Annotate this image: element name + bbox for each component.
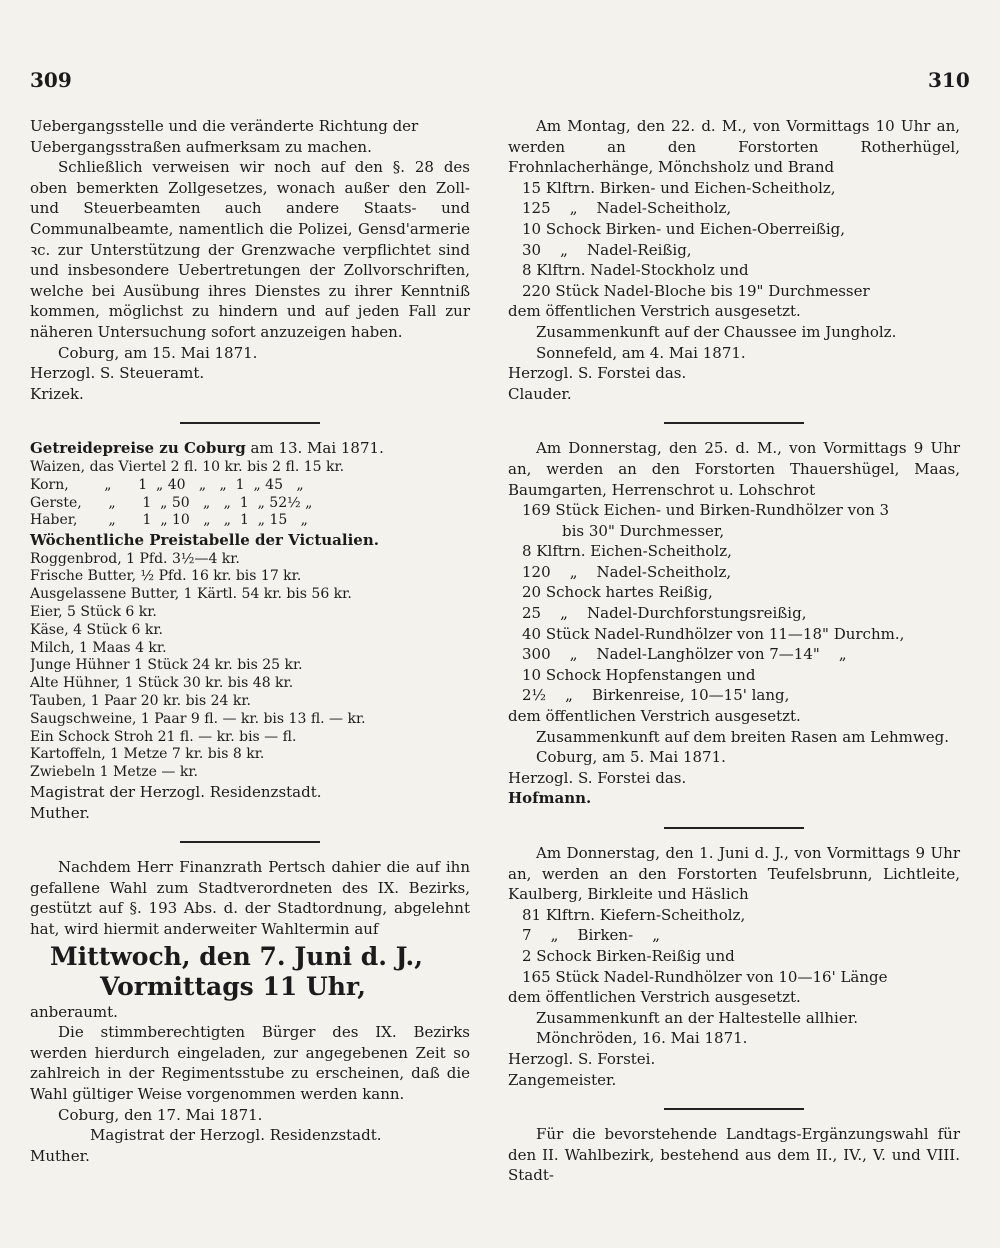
auction-intro: Am Montag, den 22. d. M., von Vormittags 10 Uhr an, werden an den Forstorten Rotherhügel, Frohnlacherhänge, Mönchsholz und Brand xyxy=(508,117,960,177)
list-item: 2½ „ Birkenreise, 10—15' lang, xyxy=(522,686,790,705)
list-item: 125 „ Nadel-Scheitholz, xyxy=(522,199,732,218)
list-item: 81 Klftrn. Kiefern-Scheitholz, xyxy=(522,905,746,924)
list-item: Alte Hühner, 1 Stück 30 kr. bis 48 kr. xyxy=(30,675,294,692)
list-item: Käse, 4 Stück 6 kr. xyxy=(30,621,163,638)
list-item: 8 Klftrn. Eichen-Scheitholz, xyxy=(522,542,732,561)
wood-list xyxy=(508,178,960,302)
list-item: Saugschweine, 1 Paar 9 fl. — kr. bis 13 fl. — kr. xyxy=(30,710,366,727)
list-item: Kartoffeln, 1 Metze 7 kr. bis 8 kr. xyxy=(30,746,265,763)
date-line: Sonnefeld, am 4. Mai 1871. xyxy=(536,343,746,362)
list-item: 220 Stück Nadel-Bloche bis 19" Durchmesser xyxy=(522,281,870,300)
table-row: Korn, „ 1 „ 40 „ „ 1 „ 45 „ xyxy=(30,476,304,493)
date-line: Coburg, am 5. Mai 1871. xyxy=(536,748,726,767)
office-signature: Magistrat der Herzogl. Residenzstadt. xyxy=(90,1126,382,1145)
list-item: 169 Stück Eichen- und Birken-Rundhölzer von 3 xyxy=(522,501,890,520)
auction-intro: Am Donnerstag, den 25. d. M., von Vormittags 9 Uhr an, werden an den Forstorten Thauershügel, Maas, Baumgarten, Herrenschrot u. Lohschrot xyxy=(508,439,960,499)
office-signature: Herzogl. S. Forstei. xyxy=(508,1049,656,1068)
grain-heading xyxy=(30,438,470,459)
signatory-name: Zangemeister. xyxy=(508,1070,617,1089)
list-item: Frische Butter, ½ Pfd. 16 kr. bis 17 kr. xyxy=(30,568,302,585)
election-paragraph: Nachdem Herr Finanzrath Pertsch dahier die auf ihn gefallene Wahl zum Stadtverordneten des IX. Bezirks, gestützt auf §. 193 Abs. d. der Stadtordnung, abgelehnt hat, wird hiermit anderweiter Wahltermin auf xyxy=(30,858,470,939)
election-date: Mittwoch, den 7. Juni d. J., xyxy=(50,941,423,971)
list-item: Tauben, 1 Paar 20 kr. bis 24 kr. xyxy=(30,693,251,710)
list-item: Eier, 5 Stück 6 kr. xyxy=(30,604,157,621)
section-divider xyxy=(664,1108,804,1110)
table-row: Waizen, das Viertel 2 fl. 10 kr. bis 2 fl. 15 kr. xyxy=(30,458,345,475)
list-item: 7 „ Birken- „ xyxy=(522,926,660,945)
auction-end: dem öffentlichen Verstrich ausgesetzt. xyxy=(508,988,801,1007)
office-signature: Magistrat der Herzogl. Residenzstadt. xyxy=(30,783,322,802)
date-line: Coburg, am 15. Mai 1871. xyxy=(58,343,258,362)
date-line: Coburg, den 17. Mai 1871. xyxy=(58,1105,263,1124)
signatory-name: Clauder. xyxy=(508,384,572,403)
left-column xyxy=(30,116,470,1166)
list-item: Roggenbrod, 1 Pfd. 3½—4 kr. xyxy=(30,550,240,567)
section-divider xyxy=(180,422,320,424)
meeting-point: Zusammenkunft an der Haltestelle allhier. xyxy=(536,1008,858,1027)
list-item: 300 „ Nadel-Langhölzer von 7—14" „ xyxy=(522,645,847,664)
page-number-left: 309 xyxy=(30,68,72,92)
customs-paragraph: Schließlich verweisen wir noch auf den §. 28 des oben bemerkten Zollgesetzes, wonach außer den Zoll- und Steuerbeamten auch andere Staats- und Communalbeamte, namentlich die Polizei, Gensd'armerie ꝛc. zur Unterstützung der Grenzwache verpflichtet sind und insbesondere Uebertretungen der Zollvorschriften, welche bei Ausübung ihres Dienstes zu ihrer Kenntniß kommen, möglichst zu hindern und auf jeden Fall zur näheren Untersuchung sofort anzuzeigen haben. xyxy=(30,158,470,341)
page-number-right: 310 xyxy=(928,68,970,92)
list-item: bis 30" Durchmesser, xyxy=(562,521,725,540)
grain-price-table xyxy=(30,459,470,530)
wood-list xyxy=(508,500,960,706)
anberaumt-line: anberaumt. xyxy=(30,1002,118,1021)
intro-line-2: Uebergangsstraßen aufmerksam zu machen. xyxy=(30,137,372,156)
list-item: 10 Schock Birken- und Eichen-Oberreißig, xyxy=(522,219,846,238)
signatory-name: Muther. xyxy=(30,1146,90,1165)
list-item: 120 „ Nadel-Scheitholz, xyxy=(522,562,732,581)
table-row: Haber, „ 1 „ 10 „ „ 1 „ 15 „ xyxy=(30,512,308,529)
office-signature: Herzogl. S. Steueramt. xyxy=(30,364,205,383)
auction-end: dem öffentlichen Verstrich ausgesetzt. xyxy=(508,302,801,321)
table-row: Gerste, „ 1 „ 50 „ „ 1 „ 52½ „ xyxy=(30,494,313,511)
signatory-name: Muther. xyxy=(30,803,90,822)
list-item: 8 Klftrn. Nadel-Stockholz und xyxy=(522,261,749,280)
office-signature: Herzogl. S. Forstei das. xyxy=(508,768,687,787)
list-item: 25 „ Nadel-Durchforstungsreißig, xyxy=(522,604,807,623)
section-divider xyxy=(664,827,804,829)
wood-list xyxy=(508,905,960,987)
list-item: 20 Schock hartes Reißig, xyxy=(522,583,713,602)
list-item: 165 Stück Nadel-Rundhölzer von 10—16' Länge xyxy=(522,967,888,986)
victual-heading: Wöchentliche Preistabelle der Victualien. xyxy=(30,531,379,550)
invitation-paragraph: Die stimmberechtigten Bürger des IX. Bezirks werden hierdurch eingeladen, zur angegebenen Zeit so zahlreich in der Regimentsstube zu erscheinen, daß die Wahl gültiger Weise vorgenommen werden kann. xyxy=(30,1023,470,1103)
intro-line-1: Uebergangsstelle und die veränderte Richtung der xyxy=(30,117,419,135)
list-item: Ausgelassene Butter, 1 Kärtl. 54 kr. bis 56 kr. xyxy=(30,586,352,603)
list-item: Zwiebeln 1 Metze — kr. xyxy=(30,764,198,781)
list-item: Junge Hühner 1 Stück 24 kr. bis 25 kr. xyxy=(30,657,303,674)
list-item: 30 „ Nadel-Reißig, xyxy=(522,240,692,259)
victual-price-list xyxy=(30,551,470,782)
list-item: Milch, 1 Maas 4 kr. xyxy=(30,639,167,656)
meeting-point: Zusammenkunft auf der Chaussee im Jungholz. xyxy=(536,322,897,341)
auction-end: dem öffentlichen Verstrich ausgesetzt. xyxy=(508,707,801,726)
election-time: Vormittags 11 Uhr, xyxy=(100,971,366,1001)
list-item: 10 Schock Hopfenstangen und xyxy=(522,665,756,684)
section-divider xyxy=(180,841,320,843)
signatory-name: Hofmann. xyxy=(508,789,592,808)
date-line: Mönchröden, 16. Mai 1871. xyxy=(536,1029,748,1048)
list-item: 40 Stück Nadel-Rundhölzer von 11—18" Durchm., xyxy=(522,624,905,643)
right-column xyxy=(508,116,960,1186)
list-item: 2 Schock Birken-Reißig und xyxy=(522,946,735,965)
office-signature: Herzogl. S. Forstei das. xyxy=(508,364,687,383)
election-notice: Für die bevorstehende Landtags-Ergänzungswahl für den II. Wahlbezirk, bestehend aus dem II., IV., V. und VIII. Stadt- xyxy=(508,1125,960,1185)
meeting-point: Zusammenkunft auf dem breiten Rasen am Lehmweg. xyxy=(536,727,949,746)
auction-intro: Am Donnerstag, den 1. Juni d. J., von Vormittags 9 Uhr an, werden an den Forstorten Teufelsbrunn, Lichtleite, Kaulberg, Birkleite und Häslich xyxy=(508,844,960,904)
list-item: Ein Schock Stroh 21 fl. — kr. bis — fl. xyxy=(30,728,297,745)
grain-title: Getreidepreise zu Coburg xyxy=(30,439,246,458)
signatory-name: Krizek. xyxy=(30,384,84,403)
grain-date: am 13. Mai 1871. xyxy=(250,439,384,458)
list-item: 15 Klftrn. Birken- und Eichen-Scheitholz, xyxy=(522,178,836,197)
section-divider xyxy=(664,422,804,424)
